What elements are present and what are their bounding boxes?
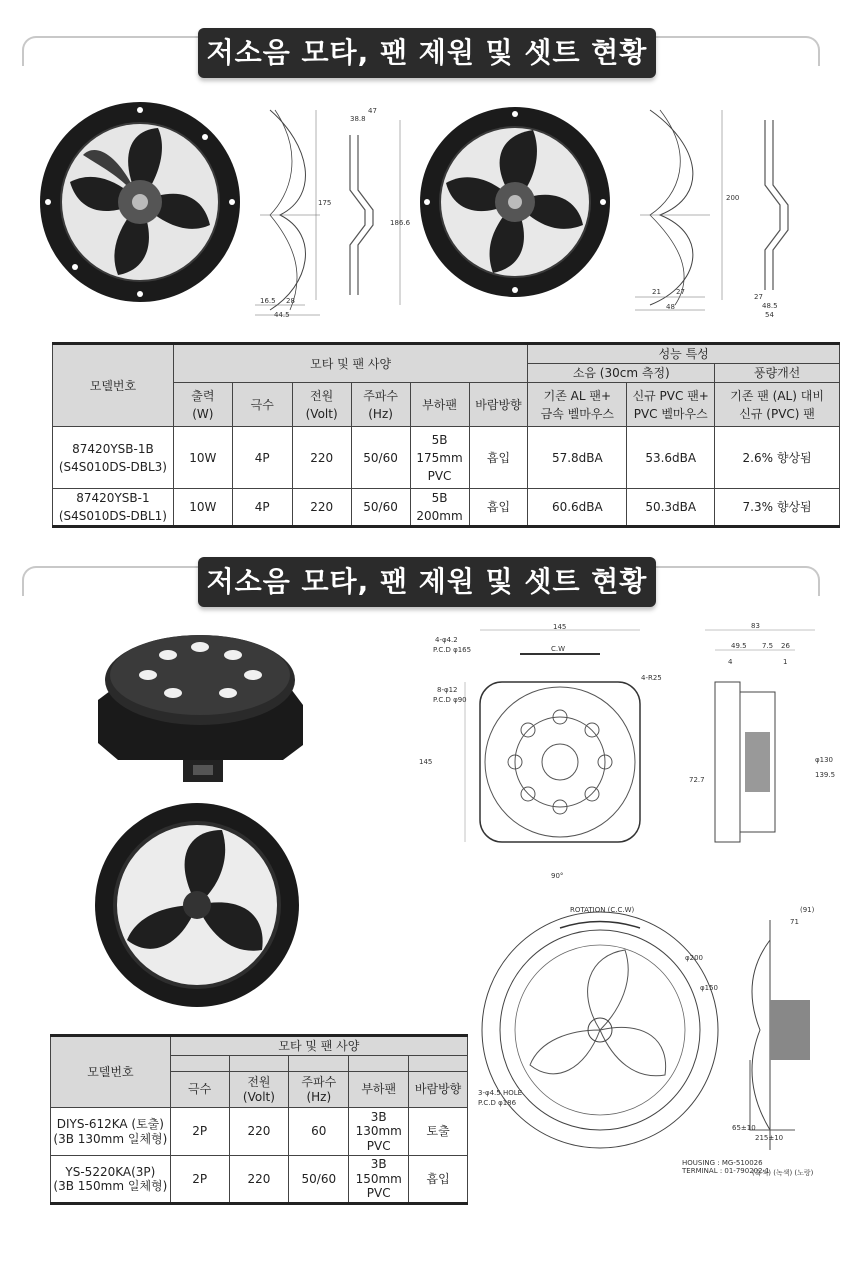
- dim4-71: 71: [790, 918, 799, 926]
- cell-al: 57.8dBA: [528, 427, 627, 489]
- cell2-dir: 흡입: [409, 1156, 468, 1204]
- cell2-fan: 3B 130mm PVC: [349, 1108, 409, 1156]
- dim-54: 54: [765, 311, 774, 319]
- dim-200: 200: [726, 194, 740, 202]
- cell-fan: 5B 200mm: [410, 489, 469, 527]
- dim4-hole: 3-φ4.5 HOLE: [478, 1089, 523, 1097]
- dim4-phi200: φ200: [685, 954, 703, 962]
- fan-photo-3: [88, 625, 313, 790]
- th-noise: 소음 (30cm 측정): [528, 364, 715, 383]
- dim3-r25: 4-R25: [641, 674, 662, 682]
- dim3-139-5: 139.5: [815, 771, 836, 779]
- cell-output: 10W: [173, 427, 232, 489]
- cell-model: 87420YSB-1 (S4S010DS-DBL1): [53, 489, 174, 527]
- cell2-fan: 3B 150mm PVC: [349, 1156, 409, 1204]
- technical-drawing-4: [470, 900, 848, 1182]
- dim-38-8: 38.8: [350, 115, 366, 123]
- dim4-pcd186: P.C.D φ186: [478, 1099, 517, 1107]
- dim3-90deg: 90°: [551, 872, 564, 880]
- dim-48: 48: [666, 303, 675, 311]
- table-row: [51, 1156, 468, 1204]
- dim3-72-7: 72.7: [689, 776, 705, 784]
- cell-model: 87420YSB-1B (S4S010DS-DBL3): [53, 427, 174, 489]
- cell-fan: 5B 175mm PVC: [410, 427, 469, 489]
- th2-spec: 모타 및 팬 사양: [170, 1036, 467, 1056]
- table-row: [51, 1108, 468, 1156]
- cell-poles: 4P: [232, 427, 292, 489]
- th-volt: 전원 (Volt): [292, 383, 351, 427]
- cell2-dir: 토출: [409, 1108, 468, 1156]
- dim4-wire-colors: (흑색) (녹색) (노랑): [752, 1169, 814, 1177]
- dim-21: 21: [652, 288, 661, 296]
- dim3-83: 83: [751, 622, 760, 630]
- dim4-rotation: ROTATION (C.C.W): [570, 906, 635, 914]
- cell2-model: DIYS-612KA (토출) (3B 130mm 일체형): [51, 1108, 171, 1156]
- cell-pvc: 50.3dBA: [627, 489, 715, 527]
- dim3-145-top: 145: [553, 623, 567, 631]
- th-hz: 주파수 (Hz): [351, 383, 410, 427]
- cell-hz: 50/60: [351, 489, 410, 527]
- cell2-model: YS-5220KA(3P) (3B 150mm 일체형): [51, 1156, 171, 1204]
- th-poles: 극수: [232, 383, 292, 427]
- dim3-4: 4: [728, 658, 733, 666]
- cell2-volt: 220: [229, 1156, 289, 1204]
- th-al: 기존 AL 팬+ 금속 벨마우스: [528, 383, 627, 427]
- technical-drawing-3: [415, 622, 845, 884]
- dim-48-5: 48.5: [762, 302, 778, 310]
- fan-photo-1: [38, 100, 243, 305]
- th-pvc: 신규 PVC 팬+ PVC 벨마우스: [627, 383, 715, 427]
- dim3-pcd165: P.C.D φ165: [433, 646, 472, 654]
- th-output: 출력 (W): [173, 383, 232, 427]
- dim3-49-5: 49.5: [731, 642, 747, 650]
- dim-27: 27: [676, 288, 685, 296]
- cell-volt: 220: [292, 489, 351, 527]
- fan-photo-2: [418, 105, 613, 300]
- dim3-pcd90: P.C.D φ90: [433, 696, 467, 704]
- section1-title: 저소음 모타, 팬 제원 및 셋트 현황: [198, 28, 656, 78]
- fan-drawing-1: [250, 105, 415, 320]
- th2-fan: 부하팬: [349, 1072, 409, 1108]
- cell-dir: 흡입: [469, 427, 528, 489]
- dim4-housing: HOUSING : MG-510026: [682, 1159, 763, 1167]
- fan-drawing-2: [630, 105, 825, 320]
- th-dir: 바람방향: [469, 383, 528, 427]
- dim4-65: 65±10: [732, 1124, 756, 1132]
- th2-model: 모델번호: [51, 1036, 171, 1108]
- dim4-terminal: TERMINAL : 01-790202-1: [682, 1167, 770, 1175]
- cell-output: 10W: [173, 489, 232, 527]
- th2-hz: 주파수 (Hz): [289, 1072, 349, 1108]
- dim3-7-5: 7.5: [762, 642, 774, 650]
- dim-44-5: 44.5: [274, 311, 290, 319]
- dim4-91: (91): [800, 906, 815, 914]
- cell2-volt: 220: [229, 1108, 289, 1156]
- dim3-phi130: φ130: [815, 756, 833, 764]
- cell2-hz: 60: [289, 1108, 349, 1156]
- fan-photo-4: [92, 800, 302, 1010]
- th-air: 풍량개선: [715, 364, 840, 383]
- cell2-poles: 2P: [170, 1156, 229, 1204]
- cell-poles: 4P: [232, 489, 292, 527]
- spec-table-2: [50, 1034, 468, 1205]
- dim4-215: 215±10: [755, 1134, 784, 1142]
- th-improve: 기존 팬 (AL) 대비 신규 (PVC) 팬: [715, 383, 840, 427]
- th-model: 모델번호: [53, 344, 174, 427]
- dim3-1: 1: [783, 658, 788, 666]
- table-row: [53, 489, 840, 527]
- cell2-poles: 2P: [170, 1108, 229, 1156]
- dim3-26: 26: [781, 642, 790, 650]
- cell-pvc: 53.6dBA: [627, 427, 715, 489]
- dim3-145-left: 145: [419, 758, 433, 766]
- dim-47: 47: [368, 107, 377, 115]
- dim3-cw: C.W: [551, 645, 566, 653]
- th-perf: 성능 특성: [528, 344, 840, 364]
- dim-27b: 27: [754, 293, 763, 301]
- th2-volt: 전원 (Volt): [229, 1072, 289, 1108]
- th-fan: 부하팬: [410, 383, 469, 427]
- dim-186-6: 186.6: [390, 219, 411, 227]
- th2-dir: 바람방향: [409, 1072, 468, 1108]
- dim-16-5: 16.5: [260, 297, 276, 305]
- spec-table-1: [52, 342, 840, 528]
- section2-title: 저소음 모타, 팬 제원 및 셋트 현황: [198, 557, 656, 607]
- dim3-hole12: 8-φ12: [437, 686, 458, 694]
- dim-28: 28: [286, 297, 295, 305]
- cell-improve: 7.3% 향상됨: [715, 489, 840, 527]
- th2-poles: 극수: [170, 1072, 229, 1108]
- cell-hz: 50/60: [351, 427, 410, 489]
- dim-175: 175: [318, 199, 332, 207]
- cell-volt: 220: [292, 427, 351, 489]
- cell-al: 60.6dBA: [528, 489, 627, 527]
- th-spec: 모타 및 팬 사양: [173, 344, 528, 383]
- dim4-phi150: φ150: [700, 984, 718, 992]
- table-row: [53, 427, 840, 489]
- cell-improve: 2.6% 향상됨: [715, 427, 840, 489]
- dim3-hole: 4-φ4.2: [435, 636, 458, 644]
- cell2-hz: 50/60: [289, 1156, 349, 1204]
- cell-dir: 흡입: [469, 489, 528, 527]
